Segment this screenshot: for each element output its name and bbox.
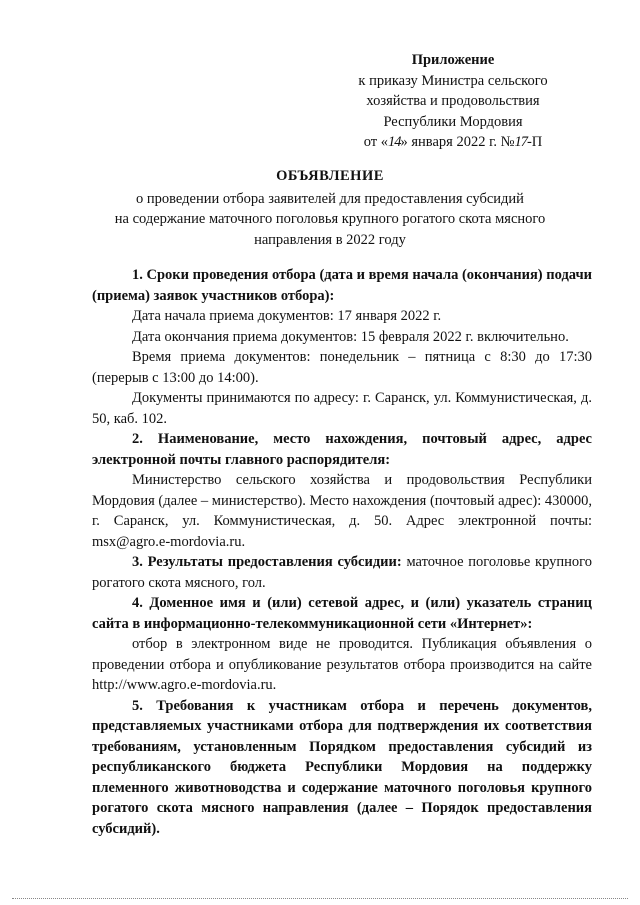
announcement-body — [92, 265, 592, 839]
section-4-title: 4. Доменное имя и (или) сетевой адрес, и (или) указатель страниц сайта в информационно-телекоммуникационной сети «Интернет»: — [92, 595, 592, 632]
section-1-start-date: Дата начала приема документов: 17 января 2022 г. — [132, 308, 442, 324]
section-3-text: маточное поголовье крупного рогатого скота мясного, гол. — [92, 554, 592, 591]
date-prefix: от « — [363, 134, 388, 150]
appendix-line-1: к приказу Министра сельского — [358, 72, 548, 89]
section-3 — [92, 552, 592, 593]
section-5-title: 5. Требования к участникам отбора и перечень документов, представляемых участниками отбора для подтверждения их соответствия требованиям, установленным Порядком предоставления субсидий из республиканского бюджета Республики Мордовия на поддержку племенного животноводства и содержание маточного поголовья крупного рогатого скота мясного направления (далее – Порядок предоставления субсидий). — [92, 697, 592, 837]
section-1-reception-time: Время приема документов: понедельник – пятница с 8:30 до 17:30 (перерыв с 13:00 до 14:00). — [92, 349, 592, 386]
section-2-title: 2. Наименование, место нахождения, почтовый адрес, адрес электронной почты главного распорядителя: — [92, 431, 592, 468]
appendix-title: Приложение — [411, 52, 495, 68]
announcement-heading — [90, 166, 570, 250]
announcement-title: ОБЪЯВЛЕНИЕ — [276, 168, 384, 184]
section-4-text: отбор в электронном виде не проводится. Публикация объявления о проведении отбора и опубликование результатов отбора производится на сайте http://www.agro.e-mordovia.ru. — [92, 636, 592, 693]
announcement-subtitle-2: на содержание маточного поголовья крупного рогатого скота мясного — [114, 211, 546, 227]
appendix-block — [318, 50, 588, 153]
announcement-subtitle-3: направления в 2022 году — [254, 231, 406, 248]
date-middle: » января 2022 г. № — [400, 134, 515, 150]
order-number: 17 — [514, 134, 527, 150]
section-1-end-date: Дата окончания приема документов: 15 февраля 2022 г. включительно. — [132, 328, 569, 345]
appendix-line-2: хозяйства и продовольствия — [366, 93, 540, 109]
appendix-line-3: Республики Мордовия — [383, 113, 523, 130]
date-day: 14 — [388, 134, 401, 150]
section-2-text: Министерство сельского хозяйства и продовольствия Республики Мордовия (далее – министерство). Место нахождения (почтовый адрес): 430000, г. Саранск, ул. Коммунистическая, д. 50. Адрес электронной почты: msx@agro.e-mordovia.ru. — [92, 472, 592, 550]
scan-edge-line — [12, 897, 628, 899]
section-3-title: 3. Результаты предоставления субсидии: — [132, 554, 402, 570]
section-1-title: 1. Сроки проведения отбора (дата и время начала (окончания) подачи (приема) заявок участников отбора): — [92, 267, 592, 304]
section-1-address: Документы принимаются по адресу: г. Саранск, ул. Коммунистическая, д. 50, каб. 102. — [92, 390, 592, 427]
announcement-subtitle-1: о проведении отбора заявителей для предоставления субсидий — [136, 190, 524, 207]
date-suffix: -П — [526, 134, 543, 150]
appendix-date-line — [318, 132, 588, 153]
